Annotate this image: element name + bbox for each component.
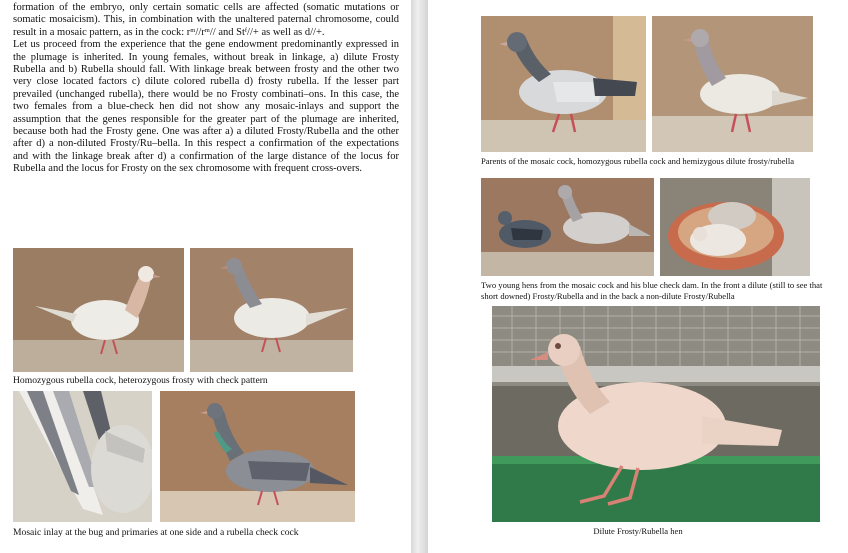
photo-young-hens-with-dam <box>481 178 654 276</box>
photo-parent-cock <box>481 16 646 152</box>
photo-nestlings-bowl <box>660 178 810 276</box>
paragraph-1: formation of the embryo, only certain somatic cells are affected (somatic mutations or somatic mosaicism). This, in combination with the unaltered paternal chromosome, could result in a mosaic pattern, as in the cock: rᵐ//rᵐ// and Stᶠ//+ as well as d//+. <box>13 2 399 38</box>
left-page <box>0 0 411 553</box>
paragraph-2: Let us proceed from the experience that the gene endowment predominantly expressed in the plumage is inherited. In young females, without break in linkage, a) dilute Frosty Rubella and b) Rubella should fall. With linkage break between frosty and the other two very close located factors c) dilute colored rubella d) frosty rubella. If the lesser part prevailed (unchanged rubella), there would be no Frosty combinati–ons. In this case, the two females from a blue-check hen did not show any mosaic-inlays and support the assumption that the genes responsible for the greater part of the plumage are inherited, because both had the Frosty gene. One was after a) a diluted Frosty/Rubella and the other after d) a non-diluted Frosty/Ru–bella. In this respect a confirmation of the expectations and with the linkage break after d) a confirmation of the large distance of the locus for Rubella and the locus for Frosty on the sex chromosome with frequent cross-overs. <box>13 39 399 175</box>
photo-mosaic-wing <box>13 391 152 522</box>
photo-rubella-cock-front <box>190 248 353 372</box>
photo-parent-hen <box>652 16 813 152</box>
right-caption-2: Two young hens from the mosaic cock and his blue check dam. In the front a dilute (still to see that short downed) Frosty/Rubella and in the back a non-dilute Frosty/Rubella <box>481 280 823 301</box>
left-caption-1: Homozygous rubella cock, heterozygous frosty with check pattern <box>13 375 268 386</box>
body-text <box>13 2 399 176</box>
right-page <box>428 0 848 553</box>
page-gutter <box>411 0 428 553</box>
photo-rubella-check-cock <box>160 391 355 522</box>
right-caption-1: Parents of the mosaic cock, homozygous rubella cock and hemizygous dilute frosty/rubella <box>481 156 795 166</box>
right-caption-3: Dilute Frosty/Rubella hen <box>593 526 683 536</box>
photo-dilute-frosty-rubella-hen <box>492 306 820 522</box>
left-caption-2: Mosaic inlay at the bug and primaries at one side and a rubella check cock <box>13 527 299 538</box>
photo-rubella-cock-side <box>13 248 184 372</box>
